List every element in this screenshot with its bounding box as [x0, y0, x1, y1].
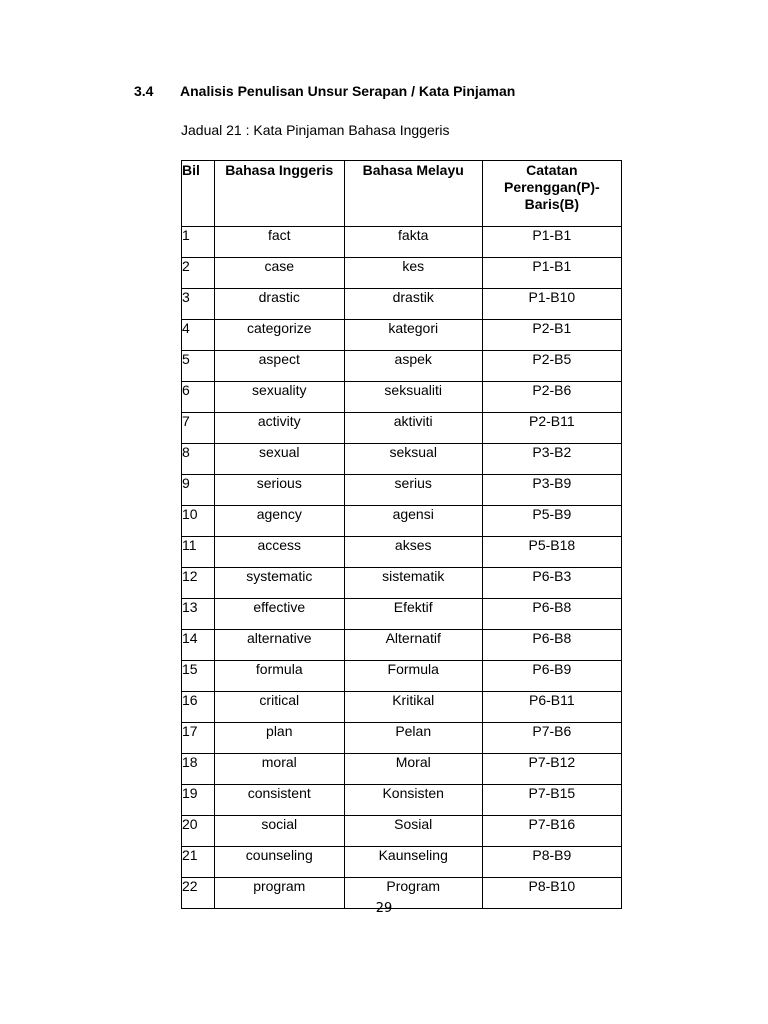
- cell-bil: 17: [182, 723, 215, 754]
- header-bil: Bil: [182, 161, 215, 227]
- cell-english: effective: [214, 599, 344, 630]
- cell-bil: 4: [182, 320, 215, 351]
- cell-bil: 18: [182, 754, 215, 785]
- cell-english: formula: [214, 661, 344, 692]
- table-row: [182, 258, 622, 289]
- cell-malay: fakta: [344, 227, 482, 258]
- table-header-row: [182, 161, 622, 227]
- cell-bil: 12: [182, 568, 215, 599]
- table-row: [182, 661, 622, 692]
- cell-malay: Efektif: [344, 599, 482, 630]
- cell-malay: Alternatif: [344, 630, 482, 661]
- table-row: [182, 568, 622, 599]
- cell-bil: 19: [182, 785, 215, 816]
- cell-note: P6-B11: [482, 692, 621, 723]
- cell-note: P3-B9: [482, 475, 621, 506]
- cell-note: P6-B8: [482, 630, 621, 661]
- table-row: [182, 382, 622, 413]
- table-row: [182, 847, 622, 878]
- table-row: [182, 227, 622, 258]
- cell-bil: 2: [182, 258, 215, 289]
- cell-note: P6-B9: [482, 661, 621, 692]
- cell-english: agency: [214, 506, 344, 537]
- cell-malay: Sosial: [344, 816, 482, 847]
- page-number: 29: [375, 901, 393, 916]
- cell-note: P5-B18: [482, 537, 621, 568]
- cell-malay: serius: [344, 475, 482, 506]
- cell-malay: aspek: [344, 351, 482, 382]
- cell-note: P7-B16: [482, 816, 621, 847]
- cell-note: P8-B9: [482, 847, 621, 878]
- cell-bil: 16: [182, 692, 215, 723]
- cell-malay: Formula: [344, 661, 482, 692]
- table-row: [182, 816, 622, 847]
- cell-note: P1-B1: [482, 227, 621, 258]
- cell-malay: akses: [344, 537, 482, 568]
- table-row: [182, 351, 622, 382]
- table-row: [182, 506, 622, 537]
- cell-english: categorize: [214, 320, 344, 351]
- cell-note: P7-B6: [482, 723, 621, 754]
- cell-malay: kategori: [344, 320, 482, 351]
- cell-bil: 9: [182, 475, 215, 506]
- cell-english: consistent: [214, 785, 344, 816]
- cell-bil: 11: [182, 537, 215, 568]
- cell-malay: seksual: [344, 444, 482, 475]
- table-row: [182, 599, 622, 630]
- cell-malay: seksualiti: [344, 382, 482, 413]
- cell-bil: 3: [182, 289, 215, 320]
- cell-english: plan: [214, 723, 344, 754]
- table-row: [182, 320, 622, 351]
- cell-note: P7-B12: [482, 754, 621, 785]
- cell-english: sexual: [214, 444, 344, 475]
- cell-bil: 5: [182, 351, 215, 382]
- cell-note: P2-B11: [482, 413, 621, 444]
- cell-english: access: [214, 537, 344, 568]
- section-heading: [134, 83, 515, 99]
- cell-malay: sistematik: [344, 568, 482, 599]
- table-row: [182, 413, 622, 444]
- table-header: [182, 161, 622, 227]
- cell-note: P1-B1: [482, 258, 621, 289]
- cell-note: P5-B9: [482, 506, 621, 537]
- cell-malay: Moral: [344, 754, 482, 785]
- table-row: [182, 444, 622, 475]
- cell-malay: kes: [344, 258, 482, 289]
- cell-note: P6-B8: [482, 599, 621, 630]
- cell-english: social: [214, 816, 344, 847]
- cell-english: serious: [214, 475, 344, 506]
- cell-bil: 1: [182, 227, 215, 258]
- cell-bil: 13: [182, 599, 215, 630]
- cell-bil: 7: [182, 413, 215, 444]
- cell-english: moral: [214, 754, 344, 785]
- table-row: [182, 537, 622, 568]
- cell-note: P3-B2: [482, 444, 621, 475]
- cell-bil: 10: [182, 506, 215, 537]
- table-body: [182, 227, 622, 909]
- table-caption: Jadual 21 : Kata Pinjaman Bahasa Inggeris: [181, 122, 450, 138]
- cell-note: P8-B10: [482, 878, 621, 909]
- cell-malay: Pelan: [344, 723, 482, 754]
- cell-bil: 22: [182, 878, 215, 909]
- table-row: [182, 475, 622, 506]
- table-row: [182, 785, 622, 816]
- cell-malay: Kritikal: [344, 692, 482, 723]
- cell-malay: Program: [344, 878, 482, 909]
- cell-note: P2-B1: [482, 320, 621, 351]
- header-english: Bahasa Inggeris: [214, 161, 344, 227]
- cell-note: P6-B3: [482, 568, 621, 599]
- cell-note: P2-B5: [482, 351, 621, 382]
- cell-note: P1-B10: [482, 289, 621, 320]
- cell-english: alternative: [214, 630, 344, 661]
- cell-bil: 20: [182, 816, 215, 847]
- cell-bil: 14: [182, 630, 215, 661]
- header-note: Catatan Perenggan(P)-Baris(B): [482, 161, 621, 227]
- cell-bil: 6: [182, 382, 215, 413]
- table-row: [182, 754, 622, 785]
- cell-malay: Konsisten: [344, 785, 482, 816]
- cell-english: sexuality: [214, 382, 344, 413]
- cell-bil: 15: [182, 661, 215, 692]
- table-row: [182, 289, 622, 320]
- cell-bil: 21: [182, 847, 215, 878]
- cell-note: P2-B6: [482, 382, 621, 413]
- cell-english: fact: [214, 227, 344, 258]
- cell-malay: Kaunseling: [344, 847, 482, 878]
- table-row: [182, 723, 622, 754]
- section-title: Analisis Penulisan Unsur Serapan / Kata Pinjaman: [180, 83, 516, 99]
- cell-malay: drastik: [344, 289, 482, 320]
- cell-english: systematic: [214, 568, 344, 599]
- cell-english: program: [214, 878, 344, 909]
- cell-english: drastic: [214, 289, 344, 320]
- section-number: 3.4: [134, 83, 154, 99]
- cell-english: aspect: [214, 351, 344, 382]
- table-row: [182, 692, 622, 723]
- table-row: [182, 630, 622, 661]
- cell-english: critical: [214, 692, 344, 723]
- cell-english: activity: [214, 413, 344, 444]
- cell-english: counseling: [214, 847, 344, 878]
- cell-note: P7-B15: [482, 785, 621, 816]
- loanword-table: [181, 160, 622, 909]
- header-malay: Bahasa Melayu: [344, 161, 482, 227]
- cell-bil: 8: [182, 444, 215, 475]
- cell-english: case: [214, 258, 344, 289]
- cell-malay: aktiviti: [344, 413, 482, 444]
- cell-malay: agensi: [344, 506, 482, 537]
